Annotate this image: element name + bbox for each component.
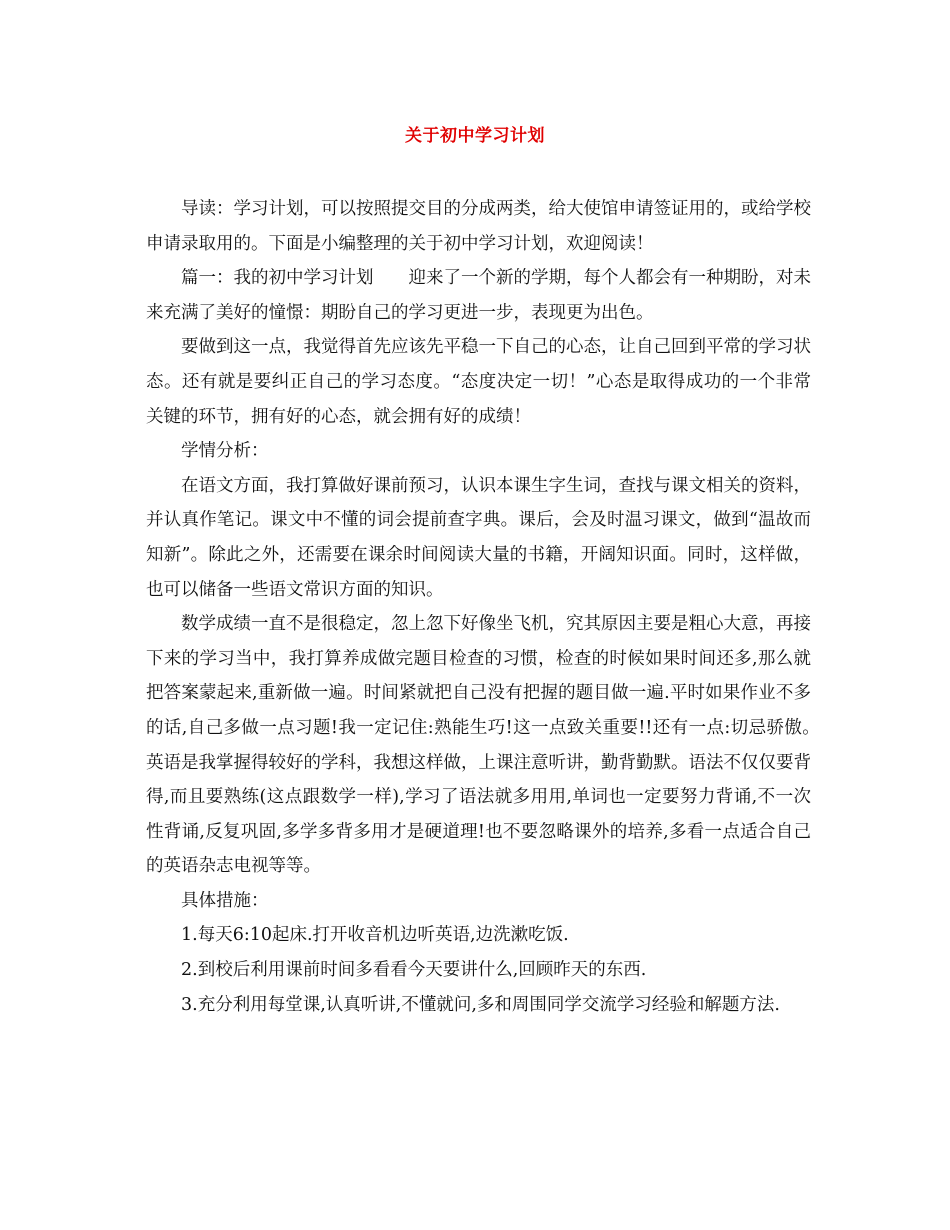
list-item: 3.充分利用每堂课,认真听讲,不懂就问,多和周围同学交流学习经验和解题方法. bbox=[181, 994, 780, 1015]
paragraph-chinese: 在语文方面，我打算做好课前预习，认识本课生字生词，查找与课文相关的资料，并认真作笔记。课文中不懂的词会提前查字典。课后，会及时温习课文，做到“温故而知新”。除此之外，还需要在课余时间阅读大量的书籍，开阔知识面。同时，这样做，也可以储备一些语文常识方面的知识。 bbox=[146, 475, 811, 600]
list-item: 1.每天6:10起床.打开收音机边听英语,边洗漱吃饭. bbox=[181, 925, 569, 946]
list-item: 2.到校后利用课前时间多看看今天要讲什么,回顾昨天的东西. bbox=[181, 960, 647, 981]
paragraph-part-one: 篇一：我的初中学习计划 迎来了一个新的学期，每个人都会有一种期盼，对未来充满了美好的憧憬：期盼自己的学习更进一步，表现更为出色。 bbox=[146, 268, 811, 323]
paragraph-intro: 导读：学习计划，可以按照提交目的分成两类，给大使馆申请签证用的，或给学校申请录取用的。下面是小编整理的关于初中学习计划，欢迎阅读！ bbox=[146, 199, 811, 254]
paragraph-measures-heading: 具体措施： bbox=[181, 890, 269, 911]
paragraph-attitude: 要做到这一点，我觉得首先应该先平稳一下自己的心态，让自己回到平常的学习状态。还有就是要纠正自己的学习态度。“态度决定一切！”心态是取得成功的一个非常关键的环节，拥有好的心态，就会拥有好的成绩！ bbox=[146, 337, 811, 427]
paragraph-math-english: 数学成绩一直不是很稳定，忽上忽下好像坐飞机，究其原因主要是粗心大意，再接下来的学习当中，我打算养成做完题目检查的习惯，检查的时候如果时间还多,那么就把答案蒙起来,重新做一遍。时间紧就把自己没有把握的题目做一遍.平时如果作业不多的话,自己多做一点习题!我一定记住:熟能生巧!这一点致关重要!!还有一点:切忌骄傲。 英语是我掌握得较好的学科，我想这样做，上课注意听讲，勤背勤默。语法不仅仅要背得,而且要熟练(这点跟数学一样),学习了语法就多用用,单词也一定要努力背诵,不一次性背诵,反复巩固,多学多背多用才是硬道理!也不要忽略课外的培养,多看一点适合自己的英语杂志电视等等。 bbox=[146, 614, 829, 877]
paragraph-analysis-heading: 学情分析： bbox=[181, 441, 269, 462]
document-title: 关于初中学习计划 bbox=[405, 126, 545, 146]
document-body bbox=[146, 192, 829, 1022]
